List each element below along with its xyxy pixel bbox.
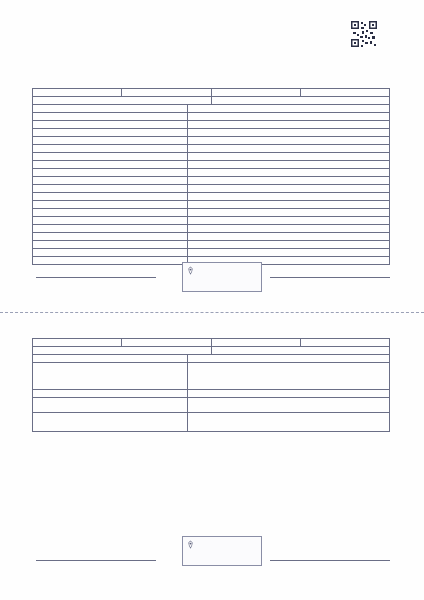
signature-line-right	[270, 277, 390, 278]
row-value	[187, 129, 389, 137]
qr-code-image	[350, 20, 378, 48]
row-value	[187, 413, 389, 432]
signature-line-left	[36, 277, 156, 278]
row-value	[187, 201, 389, 209]
row-label	[33, 209, 188, 217]
table-row	[33, 217, 390, 225]
row-label	[33, 233, 188, 241]
table-row	[33, 413, 390, 432]
row-value	[187, 193, 389, 201]
row-value	[187, 209, 389, 217]
emblem-icon	[186, 266, 195, 275]
row-label	[33, 153, 188, 161]
row-value	[187, 241, 389, 249]
row-value	[187, 153, 389, 161]
row-value	[187, 105, 389, 113]
row-value	[187, 355, 389, 363]
row-label	[33, 241, 188, 249]
row-value	[187, 217, 389, 225]
table-row	[33, 201, 390, 209]
table-row	[33, 113, 390, 121]
row-value	[187, 233, 389, 241]
table-row	[33, 137, 390, 145]
row-value	[187, 137, 389, 145]
table-row	[33, 363, 390, 390]
row-label	[33, 177, 188, 185]
row-value	[187, 249, 389, 257]
row-value	[187, 185, 389, 193]
row-value	[187, 169, 389, 177]
row-label	[33, 121, 188, 129]
signature-line-right-2	[270, 560, 390, 561]
table-row	[33, 193, 390, 201]
row-label	[33, 390, 188, 398]
row-label	[33, 201, 188, 209]
row-label	[33, 105, 188, 113]
table-row	[33, 145, 390, 153]
table-row	[33, 398, 390, 413]
row-label	[33, 355, 188, 363]
row-label	[33, 137, 188, 145]
row-label	[33, 129, 188, 137]
digital-signature-stamp-2	[182, 536, 262, 566]
row-value	[187, 177, 389, 185]
row-value	[187, 363, 389, 390]
row-value	[187, 113, 389, 121]
table-row	[33, 105, 390, 113]
row-label	[33, 169, 188, 177]
table-row	[33, 185, 390, 193]
page-divider	[0, 312, 424, 313]
table-row	[33, 121, 390, 129]
row-label	[33, 185, 188, 193]
row-label	[33, 217, 188, 225]
row-value	[187, 398, 389, 413]
table-row	[33, 249, 390, 257]
row-label	[33, 193, 188, 201]
row-label	[33, 249, 188, 257]
row-value	[187, 225, 389, 233]
table-row	[33, 169, 390, 177]
table-row	[33, 225, 390, 233]
table-row	[33, 390, 390, 398]
table-row	[33, 129, 390, 137]
table-row	[33, 355, 390, 363]
row-value	[187, 121, 389, 129]
table-row	[33, 209, 390, 217]
signature-line-left-2	[36, 560, 156, 561]
table-row	[33, 161, 390, 169]
row-label	[33, 363, 188, 390]
row-label	[33, 145, 188, 153]
table-row	[33, 177, 390, 185]
row-label	[33, 398, 188, 413]
row-label	[33, 413, 188, 432]
row-value	[187, 390, 389, 398]
row-label	[33, 225, 188, 233]
row-label	[33, 257, 188, 265]
table-row	[33, 241, 390, 249]
emblem-icon	[186, 540, 195, 549]
row-label	[33, 113, 188, 121]
row-value	[187, 161, 389, 169]
row-value	[187, 145, 389, 153]
section1-table	[32, 104, 390, 265]
row-label	[33, 161, 188, 169]
table-row	[33, 153, 390, 161]
section2-table	[32, 354, 390, 432]
table-row	[33, 233, 390, 241]
digital-signature-stamp	[182, 262, 262, 292]
